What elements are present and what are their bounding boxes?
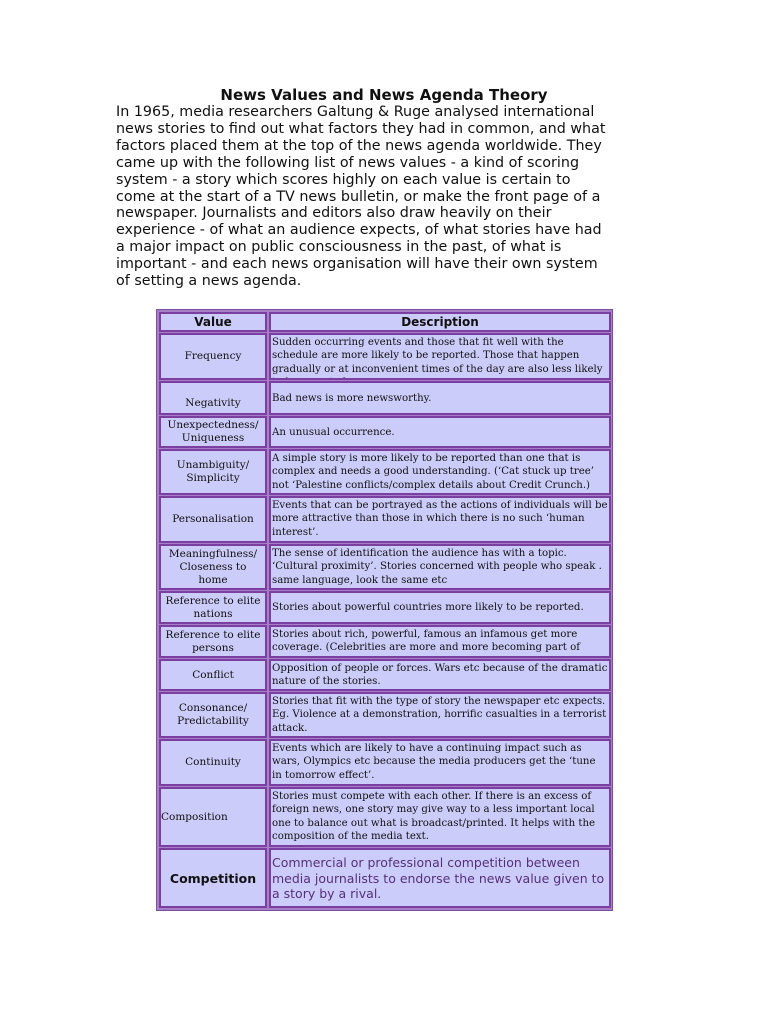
intro-line: important - and each news organisation will have their own system xyxy=(116,256,598,273)
row-description: Commercial or professional competition between media journalists to endorse the news value given to a story by a rival. xyxy=(269,848,611,908)
row-description: The sense of identification the audience has with a topic. ‘Cultural proximity’. Stories concerned with people who speak . same language, look the same etc xyxy=(269,544,611,590)
row-value: Reference to elite nations xyxy=(159,591,267,624)
row-description: Stories about rich, powerful, famous an infamous get more coverage. (Celebrities are more and more becoming part of xyxy=(269,625,611,658)
intro-line: newspaper. Journalists and editors also draw heavily on their xyxy=(116,205,552,222)
intro-line: experience - of what an audience expects, of what stories have had xyxy=(116,222,602,239)
row-description: An unusual occurrence. xyxy=(269,416,611,448)
intro-line: came up with the following list of news values - a kind of scoring xyxy=(116,154,580,171)
intro-paragraph xyxy=(116,104,656,290)
row-value: Reference to elite persons xyxy=(159,625,267,658)
row-description: Stories about powerful countries more likely to be reported. xyxy=(269,591,611,624)
row-description: Sudden occurring events and those that fit well with the schedule are more likely to be reported. Those that happen gradually or at inconvenient times of the day are also less likely xyxy=(269,333,611,380)
row-description: Stories that fit with the type of story the newspaper etc expects. Eg. Violence at a demonstration, horrific casualties in a terrorist attack. xyxy=(269,692,611,738)
row-value: Composition xyxy=(159,787,267,847)
intro-line: a major impact on public consciousness in the past, of what is xyxy=(116,239,562,256)
row-value: Unexpectedness/ Uniqueness xyxy=(159,416,267,448)
row-value: Meaningfulness/ Closeness to home xyxy=(159,544,267,590)
row-value: Personalisation xyxy=(159,496,267,543)
intro-line: of setting a news agenda. xyxy=(116,273,302,290)
row-description: A simple story is more likely to be reported than one that is complex and needs a good understanding. (‘Cat stuck up tree’ not ‘Palestine conflicts/complex details about Credit Crunch.) xyxy=(269,449,611,495)
row-description: Opposition of people or forces. Wars etc because of the dramatic nature of the stories. xyxy=(269,659,611,691)
row-value: Competition xyxy=(159,848,267,908)
row-value: Conflict xyxy=(159,659,267,691)
news-values-table xyxy=(156,309,613,911)
row-description: Stories must compete with each other. If there is an excess of foreign news, one story may give way to a less important local one to balance out what is broadcast/printed. It helps with the composition of the media text. xyxy=(269,787,611,847)
row-value: Continuity xyxy=(159,739,267,786)
intro-line: system - a story which scores highly on each value is certain to xyxy=(116,171,571,188)
intro-line: factors placed them at the top of the news agenda worldwide. They xyxy=(116,137,602,154)
row-description: Events that can be portrayed as the actions of individuals will be more attractive than those in which there is no such ‘human interest’. xyxy=(269,496,611,543)
row-value: Negativity xyxy=(159,381,267,415)
row-value: Unambiguity/ Simplicity xyxy=(159,449,267,495)
row-description: Events which are likely to have a continuing impact such as wars, Olympics etc because the media producers get the ‘tune in tomorrow effect’. xyxy=(269,739,611,786)
row-value: Frequency xyxy=(159,333,267,380)
row-description: Bad news is more newsworthy. xyxy=(269,381,611,415)
document-title: News Values and News Agenda Theory xyxy=(220,86,548,104)
intro-line: news stories to find out what factors they had in common, and what xyxy=(116,120,606,137)
row-value: Consonance/ Predictability xyxy=(159,692,267,738)
header-description: Description xyxy=(269,312,611,332)
intro-line: come at the start of a TV news bulletin, or make the front page of a xyxy=(116,188,601,205)
header-value: Value xyxy=(159,312,267,332)
intro-line: In 1965, media researchers Galtung & Ruge analysed international xyxy=(116,104,595,120)
